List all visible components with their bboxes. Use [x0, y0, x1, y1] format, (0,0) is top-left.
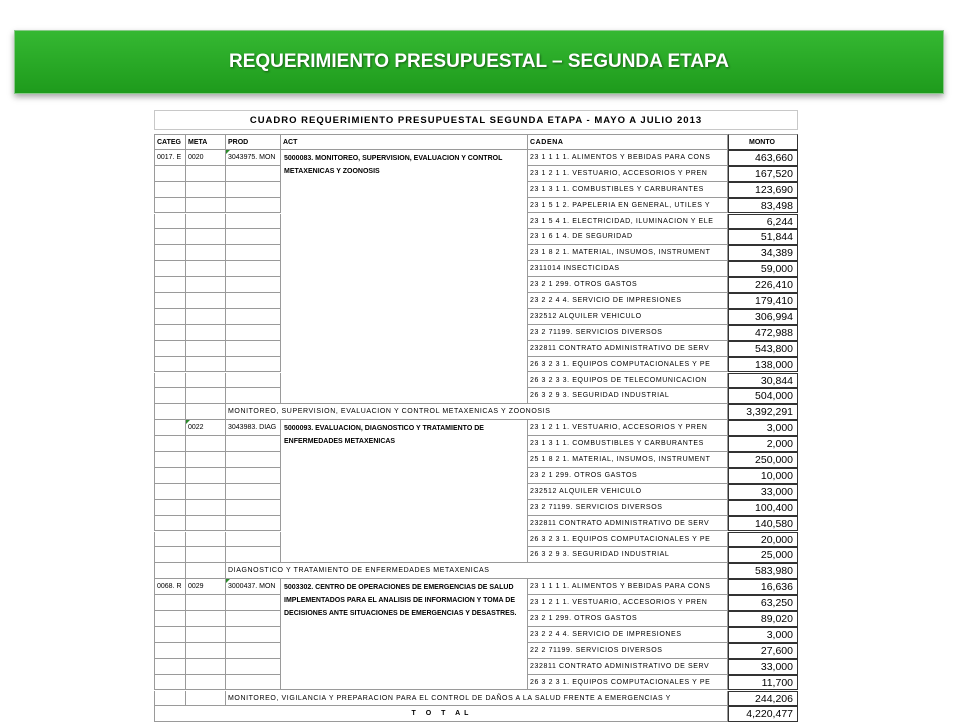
cell-monto: 226,410: [728, 277, 798, 293]
cell-prod: [226, 214, 281, 230]
cell-cat: [154, 484, 186, 500]
cell-cat: [154, 452, 186, 468]
cell-prod: [226, 388, 281, 404]
cell-meta: [186, 611, 226, 627]
cell-cat: [154, 245, 186, 261]
cell-cadena: 2311014 INSECTICIDAS: [528, 261, 728, 277]
cell-meta: [186, 563, 226, 579]
cell-marker: [186, 420, 190, 424]
cell-cadena: 23 1 3 1 1. COMBUSTIBLES Y CARBURANTES: [528, 436, 728, 452]
cell-meta: [186, 643, 226, 659]
cell-meta: [186, 595, 226, 611]
activity-description: 5003302. CENTRO DE OPERACIONES DE EMERGENCIAS DE SALUD IMPLEMENTADOS PARA EL ANALISIS DE INFORMACION Y TOMA DE DECISIONES ANTE SITUACIONES DE EMERGENCIAS Y DESASTRES.: [281, 579, 528, 690]
cell-cadena: 23 1 5 4 1. ELECTRICIDAD, ILUMINACION Y ELE: [528, 214, 728, 230]
cell-cat: [154, 261, 186, 277]
cell-cadena: 23 2 1 299. OTROS GASTOS: [528, 611, 728, 627]
cell-cat: [154, 214, 186, 230]
cell-monto: 11,700: [728, 675, 798, 691]
cell-meta: 0022: [186, 420, 226, 436]
cell-prod: [226, 166, 281, 182]
spreadsheet: [154, 110, 798, 721]
cell-cadena: 23 2 71199. SERVICIOS DIVERSOS: [528, 325, 728, 341]
cell-cat: [154, 309, 186, 325]
cell-prod: [226, 452, 281, 468]
header-monto: MONTO: [728, 134, 798, 150]
cell-cat: [154, 293, 186, 309]
cell-meta: [186, 468, 226, 484]
cell-cat: [154, 627, 186, 643]
cell-meta: 0029: [186, 579, 226, 595]
cell-cadena: 23 2 1 299. OTROS GASTOS: [528, 277, 728, 293]
cell-meta: [186, 675, 226, 691]
cell-cadena: 26 3 2 3 1. EQUIPOS COMPUTACIONALES Y PE: [528, 675, 728, 691]
cell-cadena: 23 1 2 1 1. VESTUARIO, ACCESORIOS Y PREN: [528, 166, 728, 182]
header-meta: META: [186, 134, 226, 150]
cell-monto: 10,000: [728, 468, 798, 484]
cell-meta: [186, 388, 226, 404]
subtotal-label: DIAGNOSTICO Y TRATAMIENTO DE ENFERMEDADES METAXENICAS: [226, 563, 728, 579]
cell-meta: [186, 277, 226, 293]
cell-monto: 2,000: [728, 436, 798, 452]
cell-monto: 34,389: [728, 245, 798, 261]
cell-monto: 543,800: [728, 341, 798, 357]
cell-cadena: 23 1 3 1 1. COMBUSTIBLES Y CARBURANTES: [528, 182, 728, 198]
header-cadena: CADENA: [528, 134, 728, 150]
header-row: [154, 134, 798, 150]
cell-cadena: 232811 CONTRATO ADMINISTRATIVO DE SERV: [528, 516, 728, 532]
cell-meta: [186, 214, 226, 230]
activity-description: 5000083. MONITOREO, SUPERVISION, EVALUACION Y CONTROL METAXENICAS Y ZOONOSIS: [281, 150, 528, 404]
cell-monto: 463,660: [728, 150, 798, 166]
cell-prod: 3043983. DIAG: [226, 420, 281, 436]
cell-prod: 3043975. MON: [226, 150, 281, 166]
cell-cadena: 23 1 6 1 4. DE SEGURIDAD: [528, 229, 728, 245]
cell-cat: [154, 341, 186, 357]
activity-description: 5000093. EVALUACION, DIAGNOSTICO Y TRATAMIENTO DE ENFERMEDADES METAXENICAS: [281, 420, 528, 563]
cell-cat: [154, 675, 186, 691]
cell-cat: [154, 547, 186, 563]
cell-cadena: 23 1 2 1 1. VESTUARIO, ACCESORIOS Y PREN: [528, 420, 728, 436]
cell-monto: 33,000: [728, 484, 798, 500]
subtotal-row: [154, 691, 798, 707]
cell-cadena: 23 1 1 1 1. ALIMENTOS Y BEBIDAS PARA CONS: [528, 579, 728, 595]
cell-cat: [154, 198, 186, 214]
cell-monto: 51,844: [728, 229, 798, 245]
cell-meta: 0020: [186, 150, 226, 166]
cell-cadena: 23 1 2 1 1. VESTUARIO, ACCESORIOS Y PREN: [528, 595, 728, 611]
cell-cat: [154, 516, 186, 532]
cell-cat: [154, 373, 186, 389]
cell-meta: [186, 404, 226, 420]
cell-prod: [226, 277, 281, 293]
cell-cat: [154, 611, 186, 627]
header-prod: PROD: [226, 134, 281, 150]
cell-monto: 3,000: [728, 420, 798, 436]
cell-cadena: 23 2 2 4 4. SERVICIO DE IMPRESIONES: [528, 627, 728, 643]
total-value: 4,220,477: [728, 706, 798, 722]
cell-marker: [226, 579, 230, 583]
total-label: T O T AL: [154, 706, 728, 722]
cell-cat: [154, 166, 186, 182]
cell-prod: [226, 643, 281, 659]
cell-cat: [154, 277, 186, 293]
cell-meta: [186, 198, 226, 214]
subtotal-value: 583,980: [728, 563, 798, 579]
subtotal-label: MONITOREO, VIGILANCIA Y PREPARACION PARA EL CONTROL DE DAÑOS A LA SALUD FRENTE A EMERGENCIAS Y: [226, 691, 728, 707]
cell-monto: 25,000: [728, 547, 798, 563]
cell-prod: [226, 373, 281, 389]
cell-cat: [154, 468, 186, 484]
cell-meta: [186, 547, 226, 563]
cell-monto: 20,000: [728, 532, 798, 548]
cell-cadena: 232811 CONTRATO ADMINISTRATIVO DE SERV: [528, 341, 728, 357]
cell-meta: [186, 166, 226, 182]
cell-marker: [226, 150, 230, 154]
cell-meta: [186, 341, 226, 357]
cell-cat: [154, 404, 186, 420]
cell-prod: [226, 309, 281, 325]
cell-monto: 306,994: [728, 309, 798, 325]
subtotal-value: 3,392,291: [728, 404, 798, 420]
cell-cadena: 23 1 1 1 1. ALIMENTOS Y BEBIDAS PARA CONS: [528, 150, 728, 166]
sheet-title: CUADRO REQUERIMIENTO PRESUPUESTAL SEGUNDA ETAPA - MAYO A JULIO 2013: [154, 110, 798, 130]
cell-cat: [154, 643, 186, 659]
cell-prod: [226, 675, 281, 691]
cell-monto: 27,600: [728, 643, 798, 659]
cell-monto: 89,020: [728, 611, 798, 627]
cell-monto: 16,636: [728, 579, 798, 595]
cell-meta: [186, 500, 226, 516]
cell-cat: [154, 182, 186, 198]
cell-prod: [226, 261, 281, 277]
cell-monto: 6,244: [728, 214, 798, 230]
cell-prod: [226, 532, 281, 548]
cell-meta: [186, 309, 226, 325]
cell-cadena: 232512 ALQUILER VEHICULO: [528, 484, 728, 500]
cell-meta: [186, 452, 226, 468]
cell-cadena: 23 1 5 1 2. PAPELERIA EN GENERAL, UTILES Y: [528, 198, 728, 214]
cell-cat: 0017. E: [154, 150, 186, 166]
cell-prod: [226, 198, 281, 214]
cell-prod: [226, 357, 281, 373]
subtotal-label: MONITOREO, SUPERVISION, EVALUACION Y CONTROL METAXENICAS Y ZOONOSIS: [226, 404, 728, 420]
cell-cat: [154, 229, 186, 245]
cell-monto: 30,844: [728, 373, 798, 389]
subtotal-value: 244,206: [728, 691, 798, 707]
cell-prod: [226, 245, 281, 261]
cell-prod: 3000437. MON: [226, 579, 281, 595]
cell-meta: [186, 373, 226, 389]
cell-cat: [154, 388, 186, 404]
header-cat: CATEG: [154, 134, 186, 150]
cell-cat: [154, 436, 186, 452]
cell-cadena: 23 1 8 2 1. MATERIAL, INSUMOS, INSTRUMENT: [528, 245, 728, 261]
cell-prod: [226, 516, 281, 532]
cell-prod: [226, 182, 281, 198]
cell-cadena: 232811 CONTRATO ADMINISTRATIVO DE SERV: [528, 659, 728, 675]
cell-monto: 504,000: [728, 388, 798, 404]
banner-title: REQUERIMIENTO PRESUPUESTAL – SEGUNDA ETAPA: [228, 51, 730, 72]
cell-cadena: 26 3 2 3 1. EQUIPOS COMPUTACIONALES Y PE: [528, 357, 728, 373]
cell-meta: [186, 484, 226, 500]
cell-meta: [186, 357, 226, 373]
cell-prod: [226, 341, 281, 357]
cell-cat: [154, 595, 186, 611]
cell-cat: [154, 691, 186, 707]
cell-cat: [154, 420, 186, 436]
cell-prod: [226, 293, 281, 309]
cell-monto: 3,000: [728, 627, 798, 643]
cell-monto: 167,520: [728, 166, 798, 182]
cell-cadena: 26 3 2 9 3. SEGURIDAD INDUSTRIAL: [528, 547, 728, 563]
cell-monto: 250,000: [728, 452, 798, 468]
cell-prod: [226, 325, 281, 341]
cell-cadena: 25 1 8 2 1. MATERIAL, INSUMOS, INSTRUMENT: [528, 452, 728, 468]
cell-meta: [186, 691, 226, 707]
cell-meta: [186, 245, 226, 261]
subtotal-row: [154, 563, 798, 579]
cell-prod: [226, 500, 281, 516]
cell-prod: [226, 484, 281, 500]
cell-cadena: 232512 ALQUILER VEHICULO: [528, 309, 728, 325]
cell-meta: [186, 325, 226, 341]
cell-monto: 63,250: [728, 595, 798, 611]
cell-monto: 83,498: [728, 198, 798, 214]
cell-meta: [186, 261, 226, 277]
cell-monto: 472,988: [728, 325, 798, 341]
cell-meta: [186, 659, 226, 675]
cell-cadena: 23 2 2 4 4. SERVICIO DE IMPRESIONES: [528, 293, 728, 309]
cell-cat: [154, 659, 186, 675]
cell-cat: [154, 357, 186, 373]
cell-cadena: 26 3 2 3 3. EQUIPOS DE TELECOMUNICACION: [528, 373, 728, 389]
cell-prod: [226, 595, 281, 611]
cell-meta: [186, 532, 226, 548]
cell-cat: [154, 500, 186, 516]
title-banner: [14, 30, 944, 94]
cell-prod: [226, 547, 281, 563]
cell-prod: [226, 627, 281, 643]
cell-cadena: 23 2 71199. SERVICIOS DIVERSOS: [528, 500, 728, 516]
cell-monto: 138,000: [728, 357, 798, 373]
cell-monto: 179,410: [728, 293, 798, 309]
cell-meta: [186, 627, 226, 643]
cell-cat: [154, 325, 186, 341]
cell-cadena: 23 2 1 299. OTROS GASTOS: [528, 468, 728, 484]
subtotal-row: [154, 404, 798, 420]
cell-prod: [226, 436, 281, 452]
cell-prod: [226, 659, 281, 675]
cell-prod: [226, 468, 281, 484]
cell-monto: 33,000: [728, 659, 798, 675]
cell-meta: [186, 293, 226, 309]
cell-monto: 140,580: [728, 516, 798, 532]
cell-meta: [186, 229, 226, 245]
cell-cadena: 22 2 71199. SERVICIOS DIVERSOS: [528, 643, 728, 659]
cell-monto: 123,690: [728, 182, 798, 198]
cell-monto: 59,000: [728, 261, 798, 277]
cell-cat: [154, 563, 186, 579]
cell-cat: [154, 532, 186, 548]
cell-prod: [226, 229, 281, 245]
cell-meta: [186, 436, 226, 452]
cell-monto: 100,400: [728, 500, 798, 516]
cell-cadena: 26 3 2 3 1. EQUIPOS COMPUTACIONALES Y PE: [528, 532, 728, 548]
cell-cat: 0068. R: [154, 579, 186, 595]
cell-cadena: 26 3 2 9 3. SEGURIDAD INDUSTRIAL: [528, 388, 728, 404]
cell-prod: [226, 611, 281, 627]
cell-meta: [186, 182, 226, 198]
header-act: ACT: [281, 134, 528, 150]
cell-meta: [186, 516, 226, 532]
